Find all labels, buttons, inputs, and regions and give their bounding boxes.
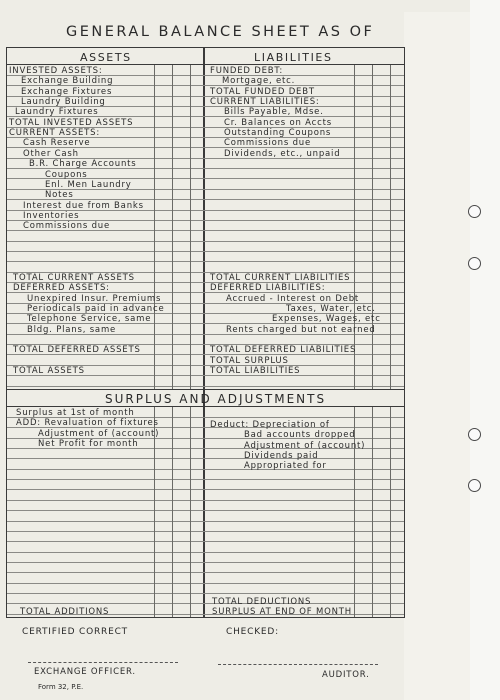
liability-row-label: Commissions due xyxy=(224,138,312,148)
asset-row-label: Laundry Building xyxy=(21,97,106,107)
asset-row-label: Exchange Building xyxy=(21,76,114,86)
binder-hole-icon xyxy=(468,479,481,492)
surplus-add-row-label: Adjustment of (account) xyxy=(38,429,160,439)
officer-signature-line[interactable] xyxy=(28,662,178,663)
asset-row-label: TOTAL DEFERRED ASSETS xyxy=(13,345,141,355)
form-number: Form 32, P.E. xyxy=(38,683,84,691)
surplus-deduct-row-label: Bad accounts dropped xyxy=(244,430,356,440)
asset-row-label: Interest due from Banks xyxy=(23,201,144,211)
surplus-add-row-label: Net Profit for month xyxy=(38,439,139,449)
assets-header: ASSETS xyxy=(80,51,132,64)
liability-row-label: Bills Payable, Mdse. xyxy=(224,107,324,117)
asset-row-label: Commissions due xyxy=(23,221,111,231)
surplus-deduct-row-label: Deduct: Depreciation of xyxy=(210,420,330,430)
surplus-add-row-label: Surplus at 1st of month xyxy=(16,408,135,418)
surplus-deduct-row-label: Appropriated for xyxy=(244,461,327,471)
asset-row-label: Laundry Fixtures xyxy=(15,107,99,117)
asset-row-label: TOTAL INVESTED ASSETS xyxy=(9,118,134,128)
asset-row-label: B.R. Charge Accounts xyxy=(29,159,137,169)
page-edge-strip xyxy=(470,0,500,700)
liability-row-label: Outstanding Coupons xyxy=(224,128,332,138)
binder-hole-icon xyxy=(468,257,481,270)
surplus-deduct-row-label: Dividends paid xyxy=(244,451,319,461)
asset-row-label: Exchange Fixtures xyxy=(21,87,113,97)
asset-row-label: CURRENT ASSETS: xyxy=(9,128,101,138)
liability-row-label: Cr. Balances on Accts xyxy=(224,118,332,128)
certified-correct-label: CERTIFIED CORRECT xyxy=(22,627,128,637)
auditor-signature-line[interactable] xyxy=(218,664,378,665)
asset-row-label: TOTAL ASSETS xyxy=(13,366,85,376)
asset-row-label: Telephone Service, same xyxy=(27,314,152,324)
exchange-officer-label: EXCHANGE OFFICER. xyxy=(34,667,136,677)
liability-row-label: TOTAL SURPLUS xyxy=(210,356,289,366)
total-additions-label: TOTAL ADDITIONS xyxy=(20,607,110,617)
page-title: GENERAL BALANCE SHEET AS OF xyxy=(66,24,375,40)
asset-row-label: Inventories xyxy=(23,211,80,221)
binder-hole-icon xyxy=(468,428,481,441)
liability-row-label: Accrued - Interest on Debt xyxy=(226,294,360,304)
total-deductions-label: TOTAL DEDUCTIONS xyxy=(212,597,312,607)
liability-row-label: Dividends, etc., unpaid xyxy=(224,149,341,159)
surplus-deduct-row-label: Adjustment of (account) xyxy=(244,441,366,451)
liability-row-label: Mortgage, etc. xyxy=(222,76,296,86)
asset-row-label: Bldg. Plans, same xyxy=(27,325,117,335)
asset-row-label: Enl. Men Laundry xyxy=(45,180,132,190)
surplus-add-row-label: ADD: Revaluation of fixtures xyxy=(16,418,159,428)
asset-row-label: Unexpired Insur. Premiums xyxy=(27,294,162,304)
liabilities-header: LIABILITIES xyxy=(254,51,333,64)
auditor-label: AUDITOR. xyxy=(322,670,370,680)
asset-row-label: Other Cash xyxy=(23,149,79,159)
liability-row-label: CURRENT LIABILITIES: xyxy=(210,97,320,107)
liability-row-label: TOTAL DEFERRED LIABILITIES xyxy=(210,345,357,355)
liability-row-label: TOTAL FUNDED DEBT xyxy=(210,87,315,97)
liability-row-label: Expenses, Wages, etc xyxy=(272,314,381,324)
asset-row-label: Coupons xyxy=(45,170,88,180)
asset-row-label: DEFERRED ASSETS: xyxy=(13,283,110,293)
liability-row-label: DEFERRED LIABILITIES: xyxy=(210,283,326,293)
binder-hole-icon xyxy=(468,205,481,218)
surplus-section-header: SURPLUS AND ADJUSTMENTS xyxy=(105,392,327,406)
liability-row-label: FUNDED DEBT: xyxy=(210,66,284,76)
asset-row-label: TOTAL CURRENT ASSETS xyxy=(13,273,135,283)
asset-row-label: Notes xyxy=(45,190,74,200)
asset-row-label: INVESTED ASSETS: xyxy=(9,66,103,76)
liability-row-label: TOTAL CURRENT LIABILITIES xyxy=(210,273,351,283)
liability-row-label: Rents charged but not earned xyxy=(226,325,376,335)
checked-label: CHECKED: xyxy=(226,627,279,637)
right-margin-panel xyxy=(404,12,470,700)
liability-row-label: Taxes, Water, etc. xyxy=(286,304,376,314)
asset-row-label: Periodicals paid in advance xyxy=(27,304,165,314)
surplus-end-label: SURPLUS AT END OF MONTH xyxy=(212,607,352,617)
asset-row-label: Cash Reserve xyxy=(23,138,91,148)
liability-row-label: TOTAL LIABILITIES xyxy=(210,366,301,376)
